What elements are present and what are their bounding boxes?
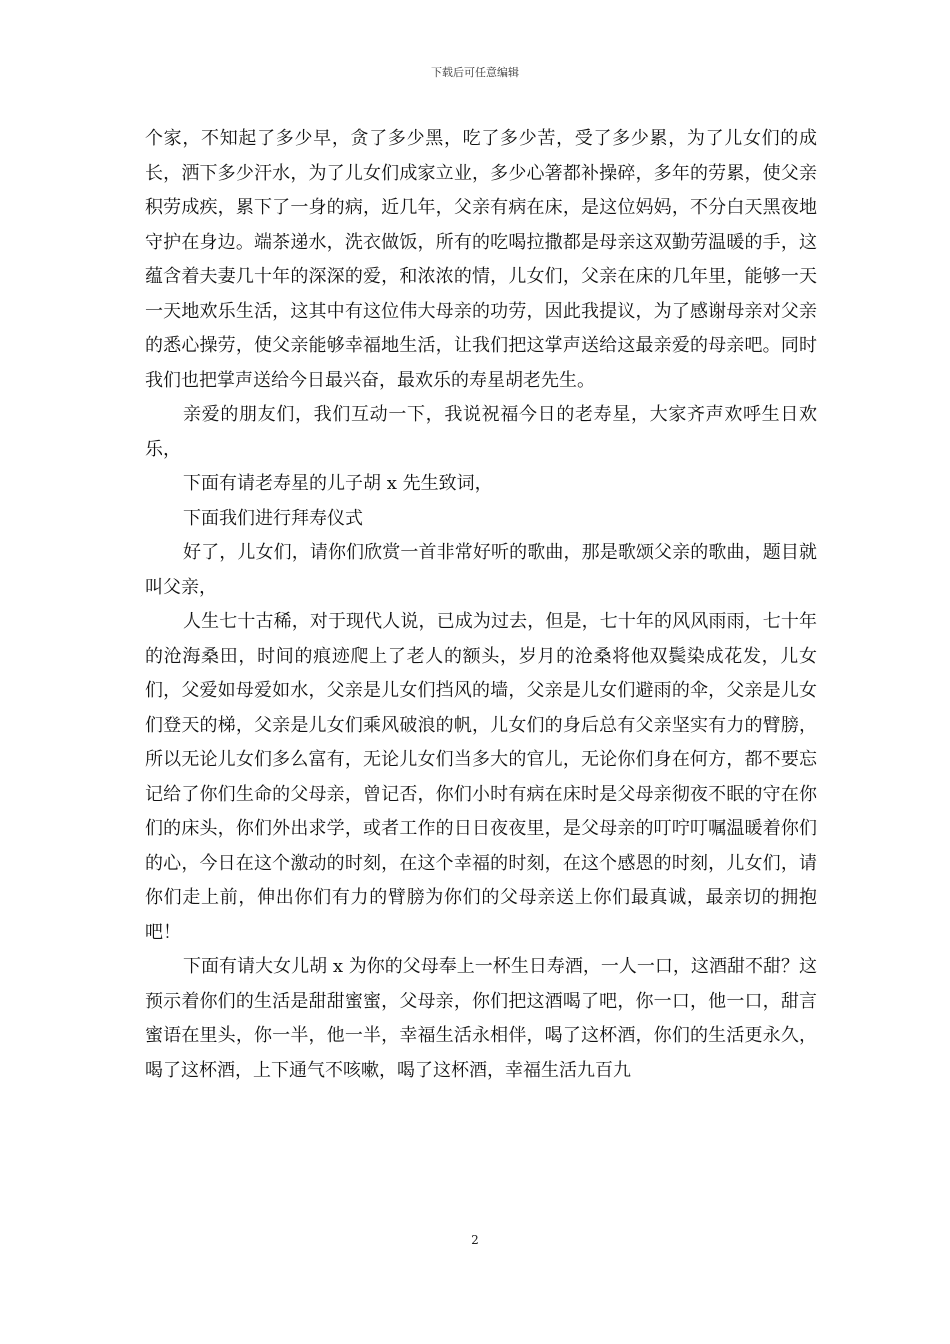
paragraph-interaction: 亲爱的朋友们，我们互动一下，我说祝福今日的老寿星，大家齐声欢呼生日欢乐， — [145, 404, 817, 460]
paragraph-toast: 下面有请大女儿胡 x 为你的父母奉上一杯生日寿酒，一人一口，这酒甜不甜？这预示着你们的生活是甜甜蜜蜜，父母亲，你们把这酒喝了吧，你一口，他一口，甜言蜜语在里头，你一半，他一半，幸福生活永相伴，喝了这杯酒，你们的生活更永久，喝了这杯酒，上下通气不咳嗽，喝了这杯酒，幸福生活九百九 — [145, 956, 817, 1081]
paragraph-continuation: 个家，不知起了多少早，贪了多少黑，吃了多少苦，受了多少累，为了儿女们的成长，洒下多少汗水，为了儿女们成家立业，多少心箸都补操碎，多年的劳累，使父亲积劳成疾，累下了一身的病，近几年，父亲有病在床，是这位妈妈，不分白天黑夜地守护在身边。端茶递水，洗衣做饭，所有的吃喝拉撒都是母亲这双勤劳温暖的手，这蕴含着夫妻几十年的深深的爱，和浓浓的情，儿女们，父亲在床的几年里，能够一天一天地欢乐生活，这其中有这位伟大母亲的功劳，因此我提议，为了感谢母亲对父亲的悉心操劳，使父亲能够幸福地生活，让我们把这掌声送给这最亲爱的母亲吧。同时我们也把掌声送给今日最兴奋，最欢乐的寿星胡老先生。 — [145, 128, 817, 391]
paragraph-ceremony: 下面我们进行拜寿仪式 — [183, 507, 363, 529]
paragraph-son-speech: 下面有请老寿星的儿子胡 x 先生致词， — [183, 473, 493, 494]
paragraph-tribute: 人生七十古稀，对于现代人说，已成为过去，但是，七十年的风风雨雨，七十年的沧海桑田，时间的痕迹爬上了老人的额头，岁月的沧桑将他双鬓染成花发，儿女们，父爱如母爱如水，父亲是儿女们挡风的墙，父亲是儿女们避雨的伞，父亲是儿女们登天的梯，父亲是儿女们乘风破浪的帆，儿女们的身后总有父亲坚实有力的臂膀，所以无论儿女们多么富有，无论儿女们当多大的官儿，无论你们身在何方，都不要忘记给了你们生命的父母亲，曾记否，你们小时有病在床时是父母亲彻夜不眠的守在你们的床头，你们外出求学，或者工作的日日夜夜里，是父母亲的叮咛叮嘱温暖着你们的心，今日在这个激动的时刻，在这个幸福的时刻，在这个感恩的时刻，儿女们，请你们走上前，伸出你们有力的臂膀为你们的父母亲送上你们最真诚，最亲切的拥抱吧！ — [145, 611, 817, 943]
paragraph-song: 好了，儿女们，请你们欣赏一首非常好听的歌曲，那是歌颂父亲的歌曲，题目就叫父亲， — [145, 542, 817, 598]
page-header: 下载后可任意编辑 — [431, 66, 519, 79]
document-body — [145, 122, 817, 1088]
page-number: 2 — [471, 1233, 479, 1247]
